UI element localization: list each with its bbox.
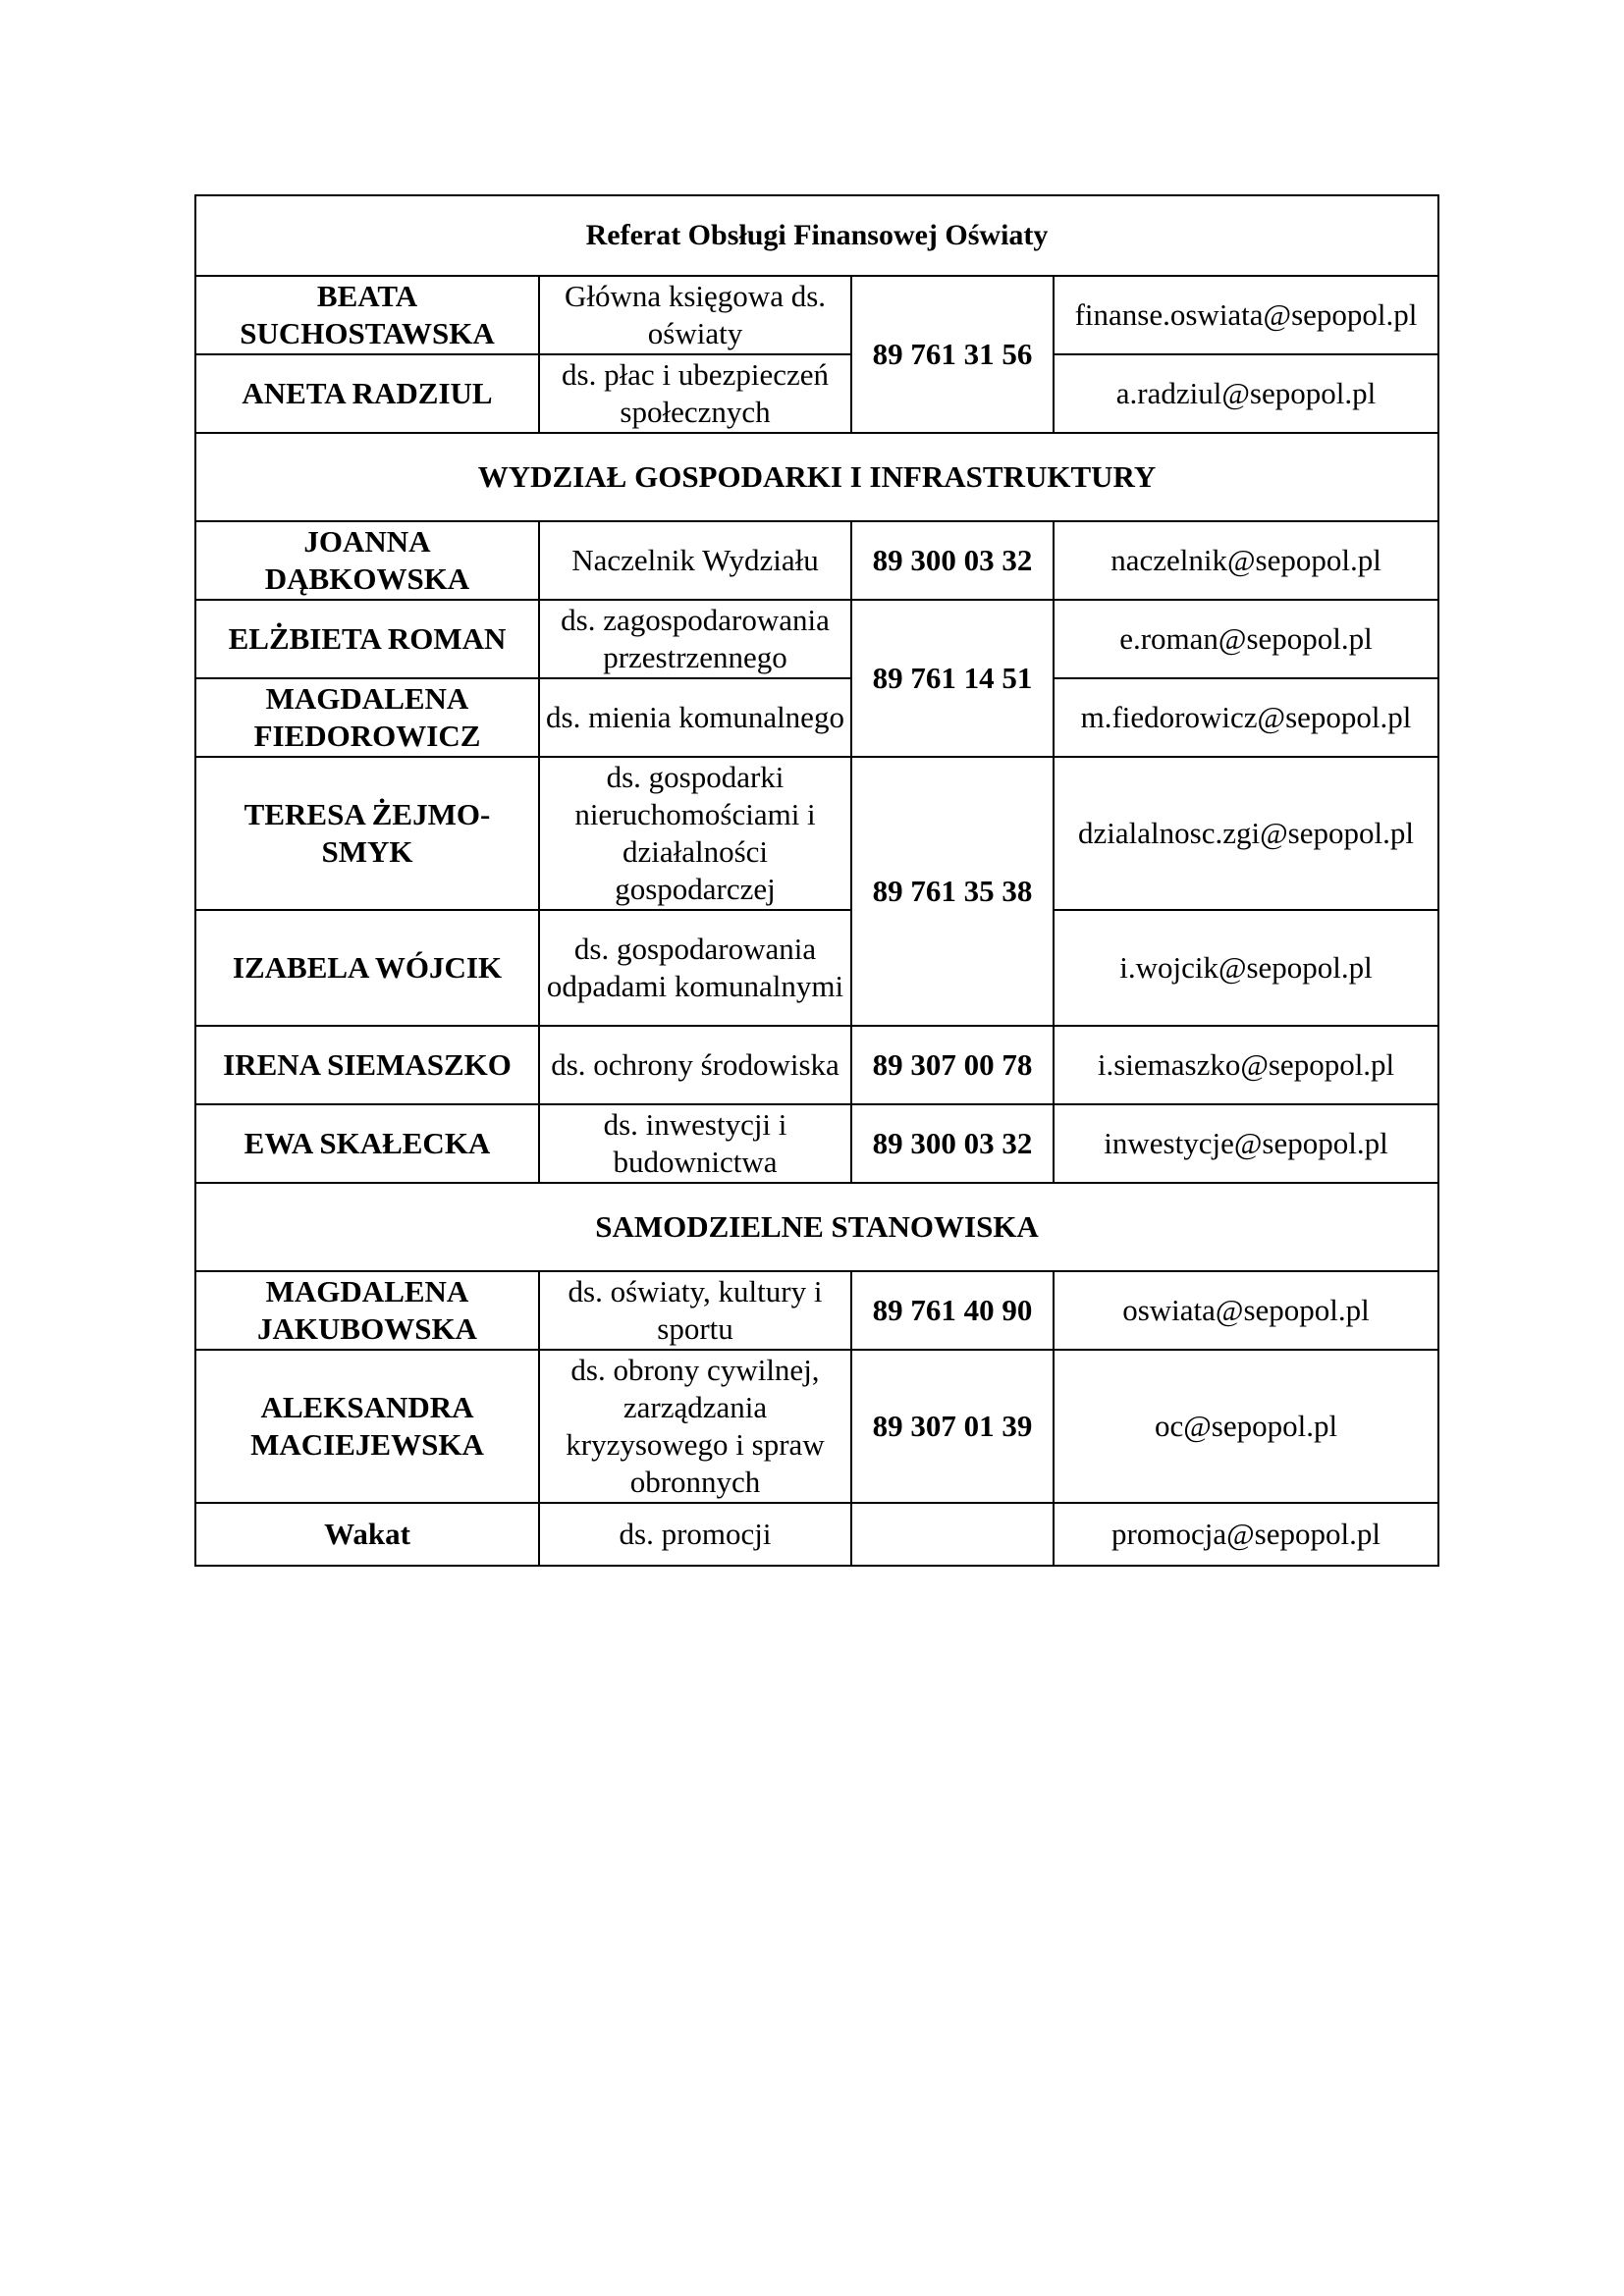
email-address: oswiata@sepopol.pl	[1054, 1271, 1438, 1350]
position: ds. płac i ubezpieczeń społecznych	[539, 354, 851, 433]
table-row	[195, 521, 1438, 600]
table-row	[195, 1026, 1438, 1104]
position: ds. promocji	[539, 1503, 851, 1566]
table-row	[195, 1350, 1438, 1503]
position: Główna księgowa ds. oświaty	[539, 276, 851, 354]
phone-number: 89 300 03 32	[851, 521, 1054, 600]
email-address: naczelnik@sepopol.pl	[1054, 521, 1438, 600]
position: ds. gospodarki nieruchomościami i działalności gospodarczej	[539, 757, 851, 910]
person-name: JOANNA DĄBKOWSKA	[195, 521, 539, 600]
position: ds. gospodarowania odpadami komunalnymi	[539, 910, 851, 1026]
email-address: oc@sepopol.pl	[1054, 1350, 1438, 1503]
phone-number: 89 307 00 78	[851, 1026, 1054, 1104]
phone-number	[851, 1503, 1054, 1566]
staff-directory-table	[194, 194, 1439, 1567]
person-name: IRENA SIEMASZKO	[195, 1026, 539, 1104]
email-address: finanse.oswiata@sepopol.pl	[1054, 276, 1438, 354]
person-name: ALEKSANDRA MACIEJEWSKA	[195, 1350, 539, 1503]
person-name: TERESA ŻEJMO-SMYK	[195, 757, 539, 910]
email-address: a.radziul@sepopol.pl	[1054, 354, 1438, 433]
position: ds. inwestycji i budownictwa	[539, 1104, 851, 1183]
phone-number: 89 307 01 39	[851, 1350, 1054, 1503]
table-row	[195, 757, 1438, 910]
section-title: Referat Obsługi Finansowej Oświaty	[195, 195, 1438, 276]
table-row	[195, 678, 1438, 757]
table-row	[195, 1104, 1438, 1183]
person-name: BEATA SUCHOSTAWSKA	[195, 276, 539, 354]
person-name: MAGDALENA FIEDOROWICZ	[195, 678, 539, 757]
email-address: inwestycje@sepopol.pl	[1054, 1104, 1438, 1183]
person-name: IZABELA WÓJCIK	[195, 910, 539, 1026]
position: ds. oświaty, kultury i sportu	[539, 1271, 851, 1350]
person-name: ANETA RADZIUL	[195, 354, 539, 433]
position: Naczelnik Wydziału	[539, 521, 851, 600]
email-address: i.wojcik@sepopol.pl	[1054, 910, 1438, 1026]
section-header-row	[195, 1183, 1438, 1271]
person-name: Wakat	[195, 1503, 539, 1566]
table-row	[195, 276, 1438, 354]
section-header-row	[195, 433, 1438, 521]
position: ds. ochrony środowiska	[539, 1026, 851, 1104]
phone-number: 89 761 35 38	[851, 757, 1054, 1026]
section-header-row	[195, 195, 1438, 276]
table-row	[195, 910, 1438, 1026]
section-title: SAMODZIELNE STANOWISKA	[195, 1183, 1438, 1271]
phone-number: 89 761 40 90	[851, 1271, 1054, 1350]
table-row	[195, 600, 1438, 678]
table-row	[195, 1503, 1438, 1566]
email-address: i.siemaszko@sepopol.pl	[1054, 1026, 1438, 1104]
table-row	[195, 1271, 1438, 1350]
email-address: e.roman@sepopol.pl	[1054, 600, 1438, 678]
email-address: promocja@sepopol.pl	[1054, 1503, 1438, 1566]
phone-number: 89 300 03 32	[851, 1104, 1054, 1183]
email-address: m.fiedorowicz@sepopol.pl	[1054, 678, 1438, 757]
person-name: EWA SKAŁECKA	[195, 1104, 539, 1183]
position: ds. zagospodarowania przestrzennego	[539, 600, 851, 678]
position: ds. mienia komunalnego	[539, 678, 851, 757]
table-row	[195, 354, 1438, 433]
position: ds. obrony cywilnej, zarządzania kryzysowego i spraw obronnych	[539, 1350, 851, 1503]
person-name: ELŻBIETA ROMAN	[195, 600, 539, 678]
phone-number: 89 761 31 56	[851, 276, 1054, 433]
section-title: WYDZIAŁ GOSPODARKI I INFRASTRUKTURY	[195, 433, 1438, 521]
phone-number: 89 761 14 51	[851, 600, 1054, 757]
email-address: dzialalnosc.zgi@sepopol.pl	[1054, 757, 1438, 910]
person-name: MAGDALENA JAKUBOWSKA	[195, 1271, 539, 1350]
